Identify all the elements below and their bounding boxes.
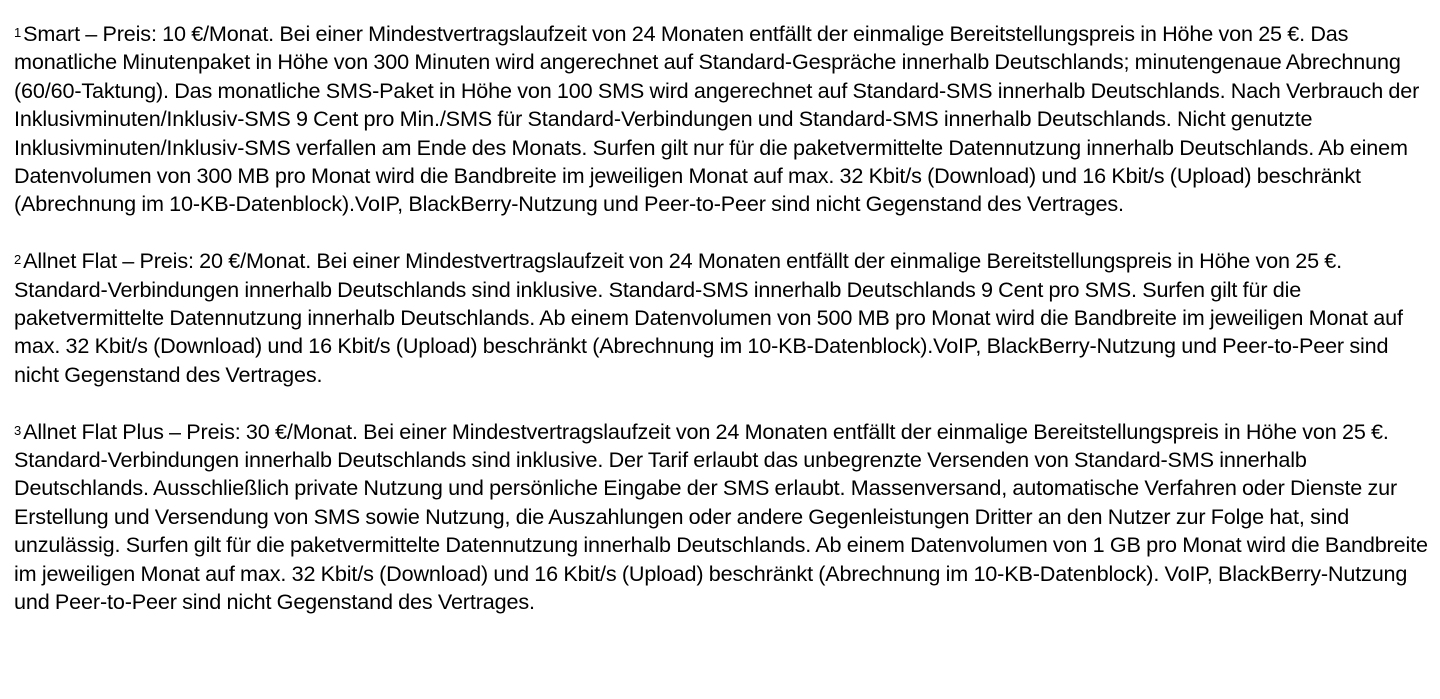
footnote-allnet-flat-plus	[14, 418, 1428, 617]
footnote-marker: 3	[14, 422, 22, 438]
footnote-text: Smart – Preis: 10 €/Monat. Bei einer Mindestvertragslaufzeit von 24 Monaten entfällt der einmalige Bereitstellungspreis in Höhe von 25 €. Das monatliche Minutenpaket in Höhe von 300 Minuten wird angerechnet auf Standard-Gespräche innerhalb Deutschlands; minutengenaue Abrechnung (60/60-Taktung). Das monatliche SMS-Paket in Höhe von 100 SMS wird angerechnet auf Standard-SMS innerhalb Deutschlands. Nach Verbrauch der Inklusivminuten/Inklusiv-SMS 9 Cent pro Min./SMS für Standard-Verbindungen und Standard-SMS innerhalb Deutschlands. Nicht genutzte Inklusivminuten/Inklusiv-SMS verfallen am Ende des Monats. Surfen gilt nur für die paketvermittelte Datennutzung innerhalb Deutschlands. Ab einem Datenvolumen von 300 MB pro Monat wird die Bandbreite im jeweiligen Monat auf max. 32 Kbit/s (Download) und 16 Kbit/s (Upload) beschränkt (Abrechnung im 10-KB-Datenblock).VoIP, BlackBerry-Nutzung und Peer-to-Peer sind nicht Gegenstand des Vertrages.	[14, 21, 1420, 217]
footnote-marker: 2	[14, 252, 22, 268]
footnote-text: Allnet Flat – Preis: 20 €/Monat. Bei einer Mindestvertragslaufzeit von 24 Monaten entfällt der einmalige Bereitstellungspreis in Höhe von 25 €. Standard-Verbindungen innerhalb Deutschlands sind inklusive. Standard-SMS innerhalb Deutschlands 9 Cent pro SMS. Surfen gilt für die paketvermittelte Datennutzung innerhalb Deutschlands. Ab einem Datenvolumen von 500 MB pro Monat wird die Bandbreite im jeweiligen Monat auf max. 32 Kbit/s (Download) und 16 Kbit/s (Upload) beschränkt (Abrechnung im 10-KB-Datenblock).VoIP, BlackBerry-Nutzung und Peer-to-Peer sind nicht Gegenstand des Vertrages.	[14, 248, 1403, 387]
footnote-text: Allnet Flat Plus – Preis: 30 €/Monat. Bei einer Mindestvertragslaufzeit von 24 Monaten entfällt der einmalige Bereitstellungspreis in Höhe von 25 €. Standard-Verbindungen innerhalb Deutschlands sind inklusive. Der Tarif erlaubt das unbegrenzte Versenden von Standard-SMS innerhalb Deutschlands. Ausschließlich private Nutzung und persönliche Eingabe der SMS erlaubt. Massenversand, automatische Verfahren oder Dienste zur Erstellung und Versendung von SMS sowie Nutzung, die Auszahlungen oder andere Gegenleistungen Dritter an den Nutzer zur Folge hat, sind unzulässig. Surfen gilt für die paketvermittelte Datennutzung innerhalb Deutschlands. Ab einem Datenvolumen von 1 GB pro Monat wird die Bandbreite im jeweiligen Monat auf max. 32 Kbit/s (Download) und 16 Kbit/s (Upload) beschränkt (Abrechnung im 10-KB-Datenblock). VoIP, BlackBerry-Nutzung und Peer-to-Peer sind nicht Gegenstand des Vertrages.	[14, 418, 1428, 615]
footnote-marker: 1	[14, 25, 22, 40]
footnote-smart	[14, 20, 1428, 219]
footnote-allnet-flat	[14, 247, 1428, 389]
